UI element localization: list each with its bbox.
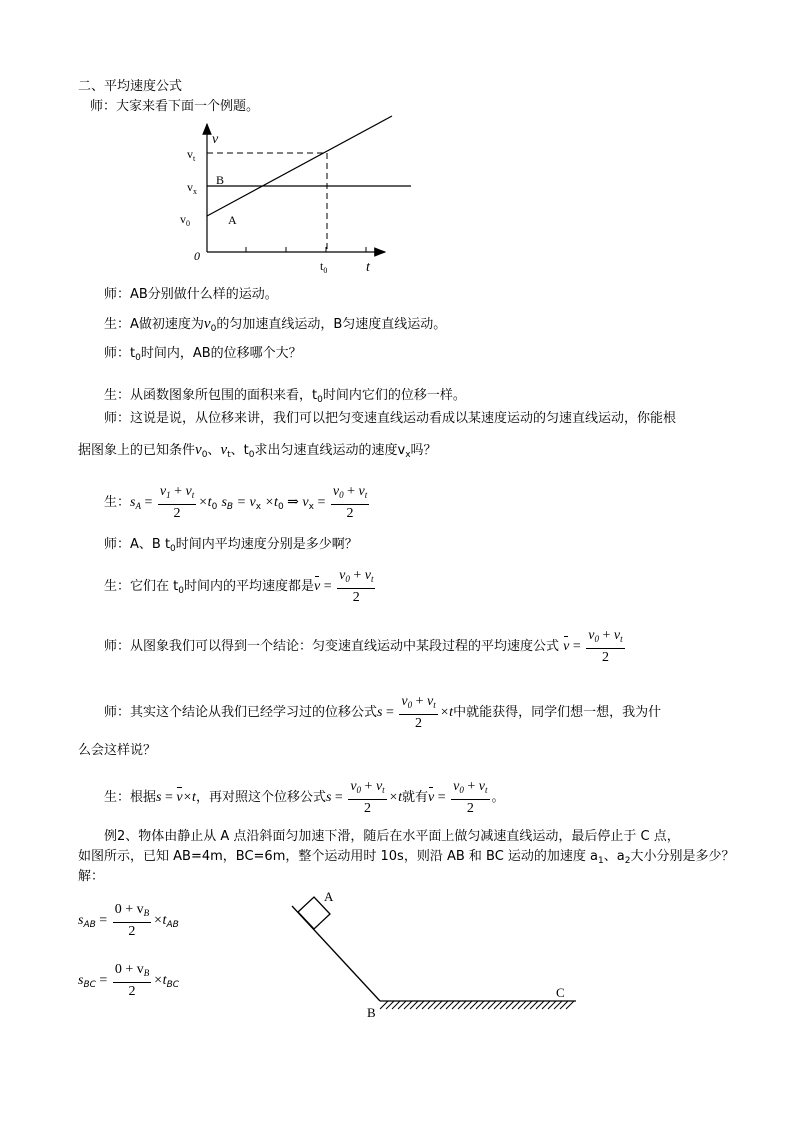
example-2-line-1: 例2、物体由静止从 A 点沿斜面匀加速下滑，随后在水平面上做匀减速直线运动，最后停止于 C 点， xyxy=(104,829,680,844)
question-4: 师：A、B $t_0$时间内平均速度分别是多少啊？ xyxy=(104,537,358,554)
t0-label: $t_0$ xyxy=(320,259,328,275)
example-2-line-2: 如图所示，已知 AB=4m，BC=6m，整个运动用时 10s，则沿 AB 和 BC 运动的加速度 $a_1$、$a_2$大小分别是多少？ xyxy=(78,849,735,866)
incline-label-B: B xyxy=(367,1005,376,1020)
x-ticks xyxy=(246,247,366,252)
x-axis-label: t xyxy=(366,260,370,275)
vt-label: $v_t$ xyxy=(187,147,196,163)
question-2: 师：$t_0$时间内，AB的位移哪个大？ xyxy=(104,346,302,363)
question-1: 师：AB分别做什么样的运动。 xyxy=(104,287,278,302)
formula-s-ab: $s_{AB}$ = $\frac{0 + v_B}{2}$ $\times t_{AB}$ xyxy=(78,902,179,939)
section-title: 二、平均速度公式 xyxy=(78,79,183,94)
vt-graph xyxy=(170,110,420,280)
teacher-line-1: 师：大家来看下面一个例题。 xyxy=(90,99,260,114)
y-axis-label: v xyxy=(212,132,219,147)
formula-s-bc: $s_{BC}$ = $\frac{0 + v_B}{2}$ $\times t_{BC}$ xyxy=(78,962,180,999)
label-A: A xyxy=(228,213,237,227)
ground-hatching xyxy=(380,1001,574,1009)
solution-label: 解： xyxy=(78,869,105,884)
question-5: 师：从图象我们可以得到一个结论：匀变速直线运动中某段过程的平均速度公式 v = $\frac{v_0 + v_t}{2}$ xyxy=(104,628,623,665)
answer-5: 生：根据s = v×t，再对照这个位移公式s = $\frac{v_0 + v_t}{2}$ ×t就有v = $\frac{v_0 + v_t}{2}$ 。 xyxy=(104,779,505,816)
vx-label: $v_x$ xyxy=(187,180,197,196)
incline-label-A: A xyxy=(324,889,334,904)
question-3-line-2: 据图象上的已知条件$v_0$、$v_t$、$t_0$求出匀速直线运动的速度$v_x$吗？ xyxy=(78,442,437,460)
origin-label: 0 xyxy=(194,249,200,263)
question-3-line-1: 师：这说是说，从位移来讲，我们可以把匀变速直线运动看成以某速度运动的匀速直线运动，你能根 xyxy=(104,411,677,426)
question-6-line-1: 师：其实这个结论从我们已经学习过的位移公式s = $\frac{v_0 + v_t}{2}$ ×t中就能获得，同学们想一想，我为什 xyxy=(104,694,662,731)
answer-4: 生：它们在 $t_0$时间内的平均速度都是v = $\frac{v_0 + v_t}{2}$ xyxy=(104,568,374,605)
answer-2: 生：从函数图象所包围的面积来看，$t_0$时间内它们的位移一样。 xyxy=(104,388,466,405)
answer-1: 生：A做初速度为$v_0$的匀加速直线运动，B匀速度直线运动。 xyxy=(104,316,447,334)
incline-label-C: C xyxy=(556,985,565,1000)
question-6-line-2: 么会这样说？ xyxy=(78,743,157,758)
line-A xyxy=(207,116,392,216)
v0-label: $v_0$ xyxy=(180,212,190,228)
answer-3: 生：$s_A$ = $\frac{v_1 + v_t}{2}$ $\times t_0$ $s_B = v_x \times t_0$ ⇒ $v_x$ = $\frac{v_0 + v_t}{2}$ xyxy=(104,484,368,521)
label-B: B xyxy=(216,173,225,187)
incline-diagram xyxy=(280,885,590,1025)
